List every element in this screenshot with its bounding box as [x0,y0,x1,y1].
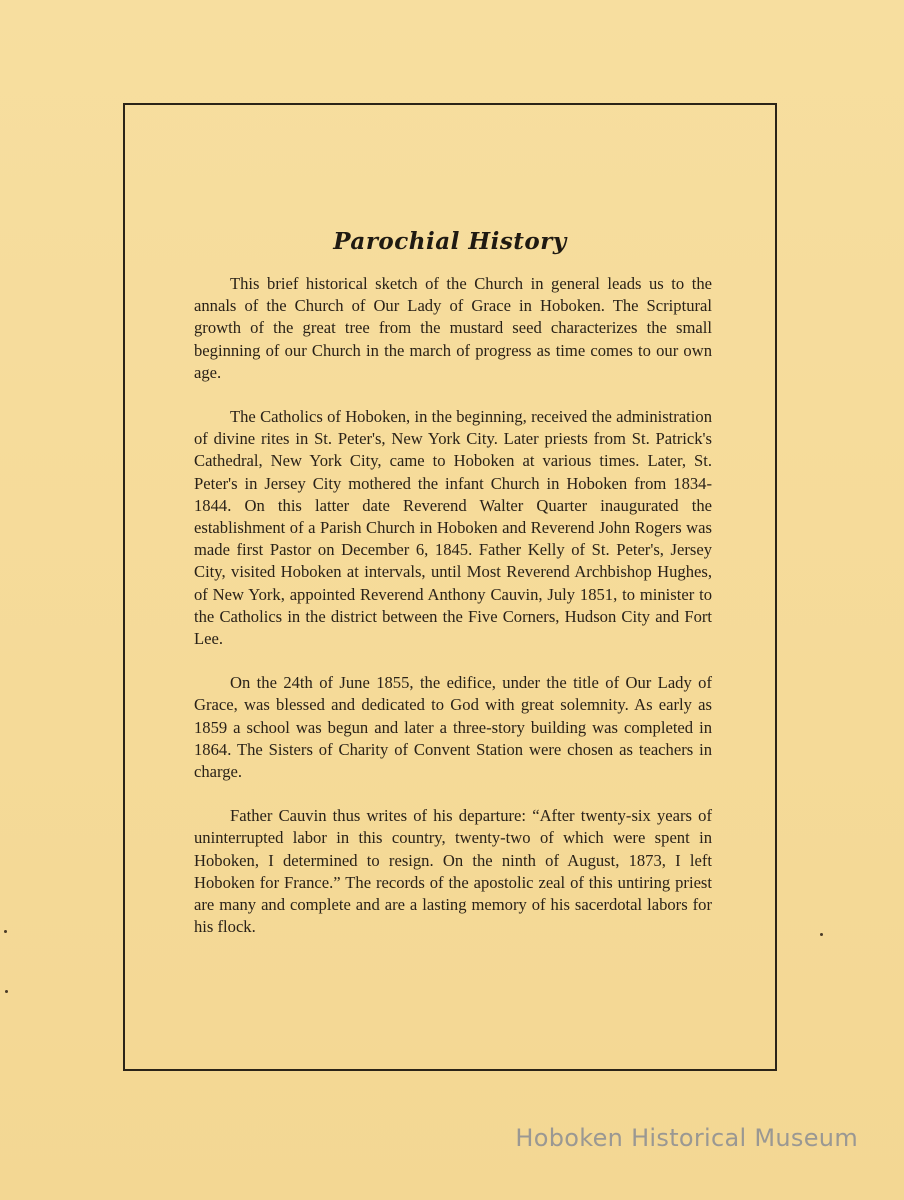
page-border-frame [123,103,777,1071]
paragraph-3: On the 24th of June 1855, the edifice, under the title of Our Lady of Grace, was blessed and dedicated to God with great solemnity. As early as 1859 a school was begun and later a three-story building was completed in 1864. The Sisters of Charity of Convent Station were chosen as teachers in charge. [194,673,712,782]
body-text [194,273,712,960]
page-title: Parochial History [333,228,567,255]
paper-speck [820,933,823,936]
paper-speck [5,990,8,993]
paragraph-4: Father Cauvin thus writes of his departure: “After twenty-six years of uninterrupted labor in this country, twenty-two of which were spent in Hoboken, I determined to resign. On the ninth of August, 1873, I left Hoboken for France.” The records of the apostolic zeal of this untiring priest are many and complete and are a lasting memory of his sacerdotal labors for his flock. [194,806,712,937]
paper-speck [4,930,7,933]
paragraph-2: The Catholics of Hoboken, in the beginning, received the administration of divine rites in St. Peter's, New York City. Later priests from St. Patrick's Cathedral, New York City, came to Hoboken at various times. Later, St. Peter's in Jersey City mothered the infant Church in Hoboken from 1834-1844. On this latter date Reverend Walter Quarter inaugurated the establishment of a Parish Church in Hoboken and Reverend John Rogers was made first Pastor on December 6, 1845. Father Kelly of St. Peter's, Jersey City, visited Hoboken at intervals, until Most Reverend Archbishop Hughes, of New York, appointed Reverend Anthony Cauvin, July 1851, to minister to the Catholics in the district between the Five Corners, Hudson City and Fort Lee. [194,407,712,649]
museum-watermark: Hoboken Historical Museum [515,1124,858,1152]
paragraph-1: This brief historical sketch of the Church in general leads us to the annals of the Church of Our Lady of Grace in Hoboken. The Scriptural growth of the great tree from the mustard seed characterizes the small beginning of our Church in the march of progress as time comes to our own age. [194,274,712,382]
